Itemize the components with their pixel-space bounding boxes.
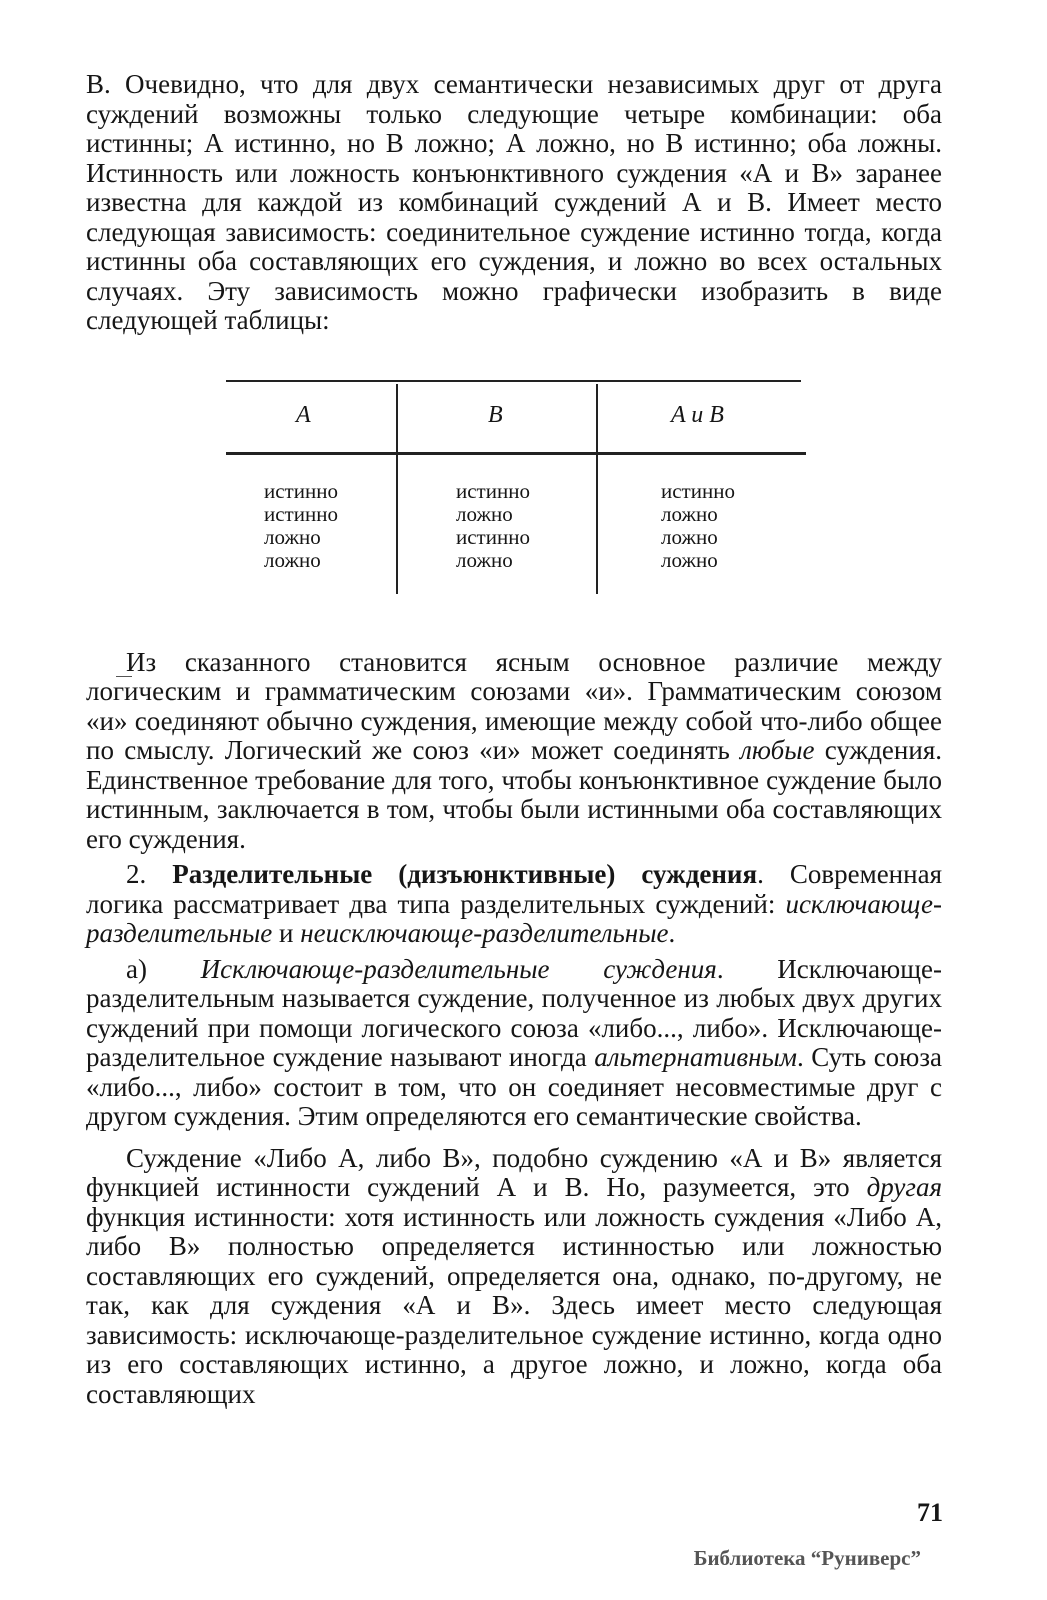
truth-table — [226, 380, 806, 598]
emphasis: любые — [740, 735, 815, 765]
text: функция истинности: хотя истинность или ложность суждения «Либо А, либо В» полностью определяется истинностью или ложностью составляющих его суждений, определяется она, однако, по-другому, не так, как для суждения «А и В». Здесь имеет место следующая зависимость: исключающе-разделительное суждение истинно, когда одно из его составляющих истинно, а другое ложно, и ложно, когда оба составляющих — [86, 1201, 942, 1409]
emphasis: исключающе-разделительные — [86, 888, 942, 948]
header-a-and-b: A и B — [671, 401, 724, 428]
header-a: A — [296, 401, 311, 428]
text: а) — [126, 953, 201, 984]
cell: истинно — [456, 478, 530, 503]
header-b: B — [488, 401, 503, 428]
list-number: 2. — [126, 859, 173, 889]
text: Суждение «Либо А, либо В», подобно суждению «А и В» является функцией истинности суждений А и В. Но, разумеется, это — [86, 1142, 942, 1202]
text: суждения. Единственное требование для того, чтобы конъюнктивное суждение было истинным, заключается в том, чтобы были истинными оба составляющих его суждения. — [86, 735, 942, 854]
cell: ложно — [264, 547, 321, 572]
table-divider-1 — [396, 384, 398, 594]
cell: истинно — [264, 501, 338, 526]
library-watermark: Библиотека “Руниверс” — [693, 1546, 921, 1570]
cell: ложно — [264, 524, 321, 549]
paragraph-exclusive — [86, 955, 942, 1132]
margin-mark — [116, 676, 132, 677]
text: . Исключающе-разделительным называется суждение, полученное из любых двух других суждений при помощи логического союза «либо..., либо». Исключающе-разделительное суждение называют иногда — [86, 953, 942, 1072]
column-b — [456, 480, 530, 572]
page-number: 71 — [917, 1498, 943, 1527]
text: . Суть союза «либо..., либо» состоит в том, что он соединяет несовместимые друг с другом суждения. Этим определяются его семантические свойства. — [86, 1042, 942, 1131]
text: и — [272, 918, 301, 948]
paragraph-grammar — [86, 648, 942, 855]
cell: истинно — [456, 524, 530, 549]
paragraph-either-or — [86, 1144, 942, 1410]
column-a — [264, 480, 338, 572]
cell: ложно — [456, 501, 513, 526]
book-page — [86, 70, 942, 1570]
text: . — [668, 918, 676, 948]
cell: ложно — [456, 547, 513, 572]
subsection-heading: Исключающе-разделительные суждения — [200, 953, 717, 984]
table-top-rule — [226, 380, 801, 382]
cell: истинно — [264, 478, 338, 503]
emphasis: другая — [866, 1172, 942, 1202]
cell: ложно — [661, 547, 718, 572]
table-divider-2 — [596, 384, 598, 594]
text: Из сказанного становится ясным основное различие между логическим и грамматическим союзами «и». Грамматическим союзом «и» соединяют обычно суждения, имеющие между собой что-либо общее по смыслу. Логический же союз «и» может соединять — [86, 646, 942, 765]
table-header-rule — [226, 452, 806, 455]
paragraph-intro: В. Очевидно, что для двух семантически независимых друг от друга суждений возможны только следующие четыре комбинации: оба истинны; А истинно, но В ложно; А ложно, но В истинно; оба ложны. Истинность или ложность конъюнктивного суждения «А и В» заранее известна для каждой из комбинаций суждений А и В. Имеет место следующая зависимость: соединительное суждение истинно тогда, когда истинны оба составляющих его суждения, и ложно во всех остальных случаях. Эту зависимость можно графически изобразить в виде следующей таблицы: — [86, 69, 942, 335]
cell: ложно — [661, 501, 718, 526]
emphasis: альтернативным — [594, 1042, 797, 1072]
text: . Современная логика рассматривает два типа разделительных суждений: — [86, 859, 942, 919]
emphasis: неисключающе-разделительные — [300, 918, 669, 948]
cell: ложно — [661, 524, 718, 549]
column-a-and-b — [661, 480, 735, 572]
cell: истинно — [661, 478, 735, 503]
paragraph-disjunctive — [86, 860, 942, 949]
section-heading: Разделительные (дизъюнктивные) суждения — [172, 859, 758, 889]
